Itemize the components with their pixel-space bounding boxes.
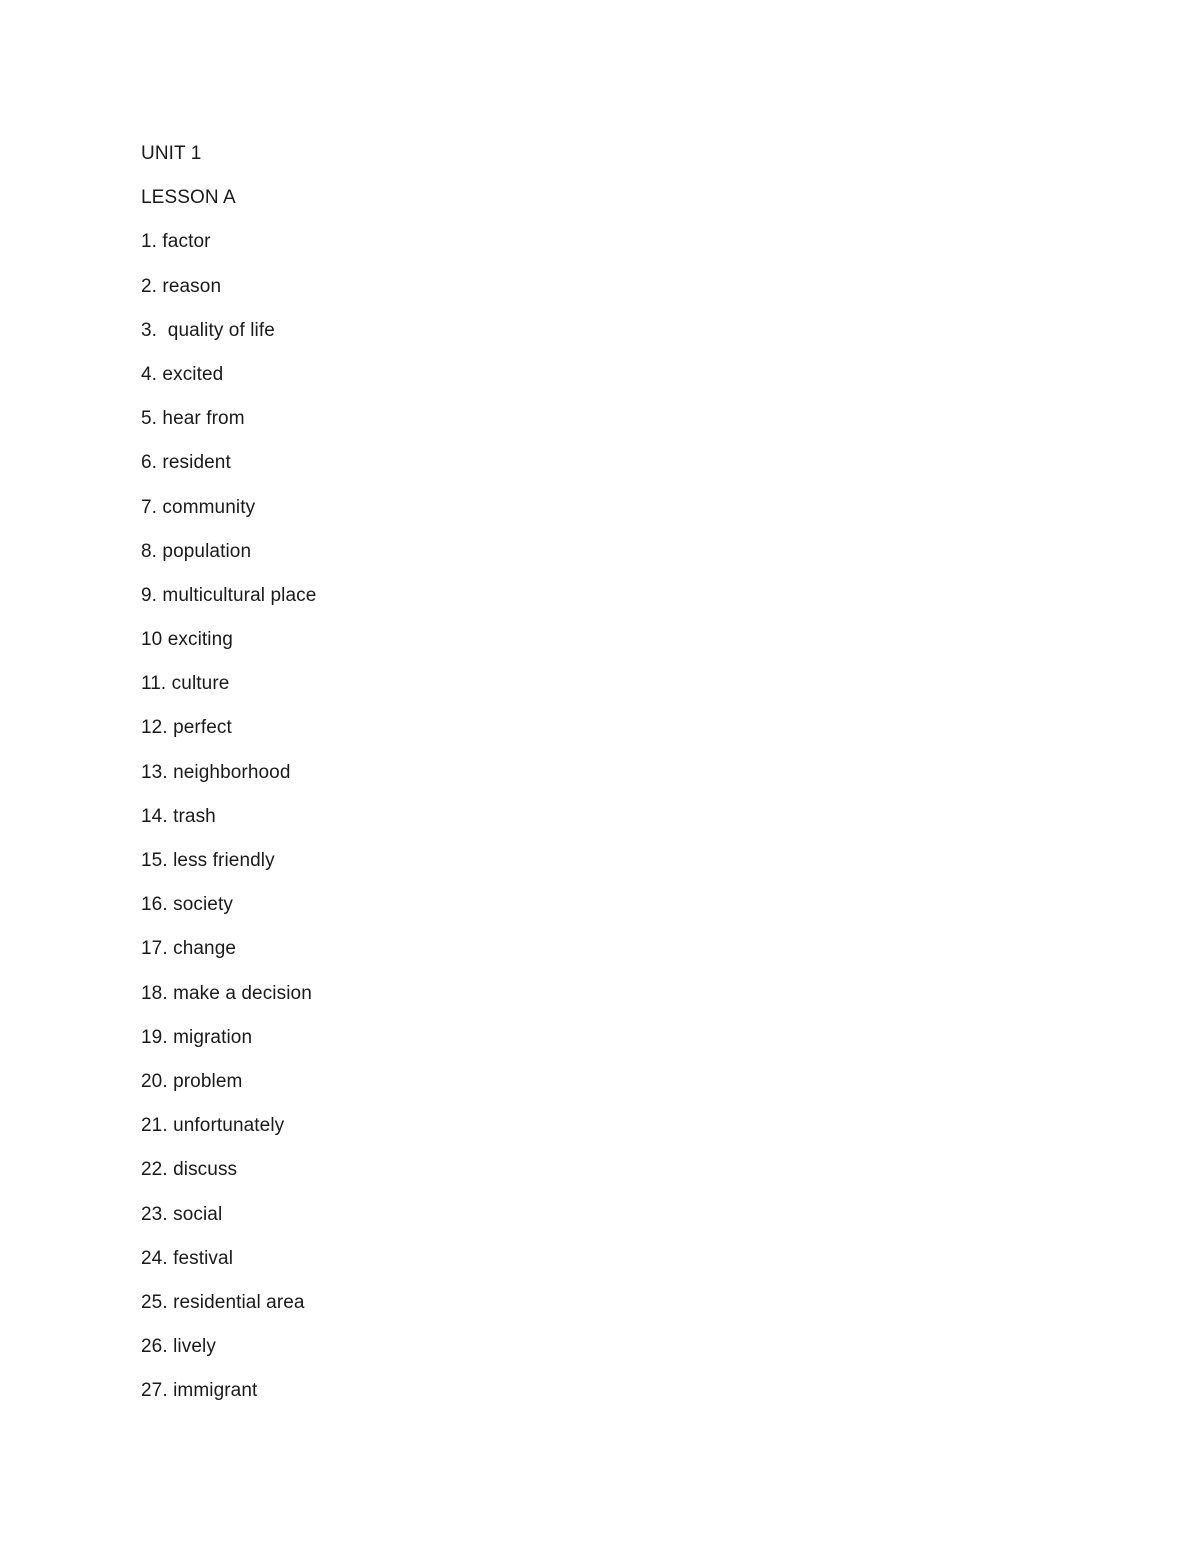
list-item: 24. festival [141, 1247, 234, 1269]
list-item: 23. social [141, 1203, 223, 1225]
list-item: 11. culture [141, 673, 230, 695]
list-item: 6. resident [141, 452, 231, 474]
list-item: 7. community [141, 496, 256, 518]
list-item: 17. change [141, 938, 237, 960]
list-item: 25. residential area [141, 1291, 305, 1313]
list-item: 2. reason [141, 275, 222, 297]
list-item: 16. society [141, 894, 233, 916]
unit-title: UNIT 1 [141, 143, 202, 164]
list-item: 20. problem [141, 1070, 243, 1092]
list-item: 19. migration [141, 1026, 253, 1048]
lesson-title: LESSON A [141, 187, 236, 209]
list-item: 9. multicultural place [141, 584, 317, 606]
list-item: 5. hear from [141, 408, 245, 430]
list-item: 3. quality of life [141, 319, 275, 341]
list-item: 18. make a decision [141, 982, 312, 1004]
vocabulary-list [141, 140, 1041, 1421]
list-item: 26. lively [141, 1336, 216, 1358]
list-item: 1. factor [141, 231, 211, 253]
list-item: 13. neighborhood [141, 761, 291, 783]
list-item: 21. unfortunately [141, 1115, 285, 1137]
list-item: 4. excited [141, 363, 224, 385]
list-item: 8. population [141, 540, 252, 562]
list-item: 22. discuss [141, 1159, 238, 1181]
list-item: 27. immigrant [141, 1380, 258, 1402]
list-item: 15. less friendly [141, 850, 275, 871]
list-item: 12. perfect [141, 717, 232, 739]
list-item: 14. trash [141, 805, 216, 827]
list-item: 10 exciting [141, 629, 233, 651]
